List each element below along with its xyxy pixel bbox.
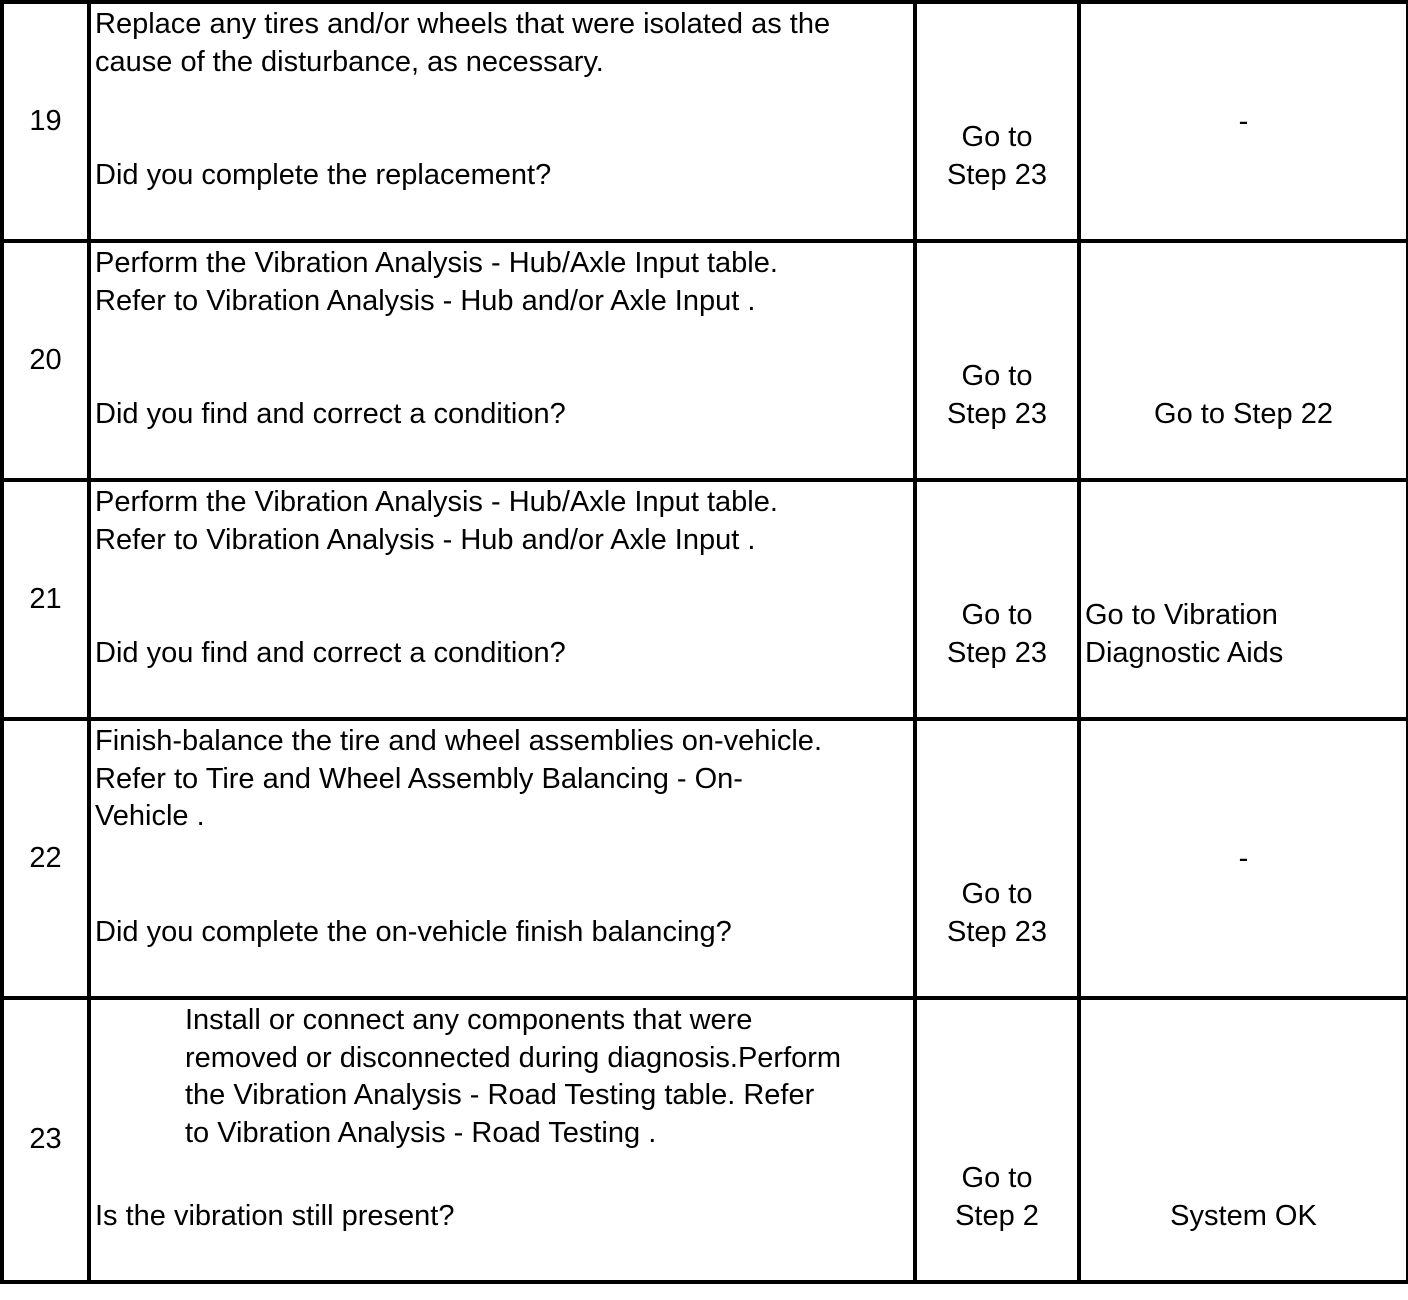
action-cell <box>89 2 915 241</box>
yes-line-1: Go to <box>961 360 1033 392</box>
no-cell <box>1079 719 1408 998</box>
yes-line-2: Step 23 <box>947 915 1047 948</box>
no-result: - <box>1238 841 1249 874</box>
action-line-2: Refer to Vibration Analysis - Hub and/or Axle Input . <box>95 523 756 556</box>
yes-line-2: Step 23 <box>947 397 1047 430</box>
yes-line-2: Step 23 <box>947 158 1047 191</box>
yes-result <box>917 119 1077 194</box>
step-number-text: 22 <box>29 841 62 874</box>
no-cell <box>1079 480 1408 719</box>
yes-cell <box>915 998 1079 1282</box>
action-text <box>95 723 907 836</box>
no-cell <box>1079 241 1408 480</box>
step-number-text: 21 <box>29 582 62 615</box>
action-line-3: the Vibration Analysis - Road Testing table. Refer <box>185 1079 815 1111</box>
question-text: Did you find and correct a condition? <box>95 397 566 430</box>
action-line-1: Perform the Vibration Analysis - Hub/Axle Input table. <box>95 486 778 518</box>
yes-line-2: Step 2 <box>955 1199 1039 1232</box>
yes-cell <box>915 241 1079 480</box>
step-number <box>2 998 89 1282</box>
action-line-2: removed or disconnected during diagnosis.Perform <box>185 1041 842 1074</box>
yes-result <box>917 597 1077 672</box>
yes-result <box>917 1160 1077 1235</box>
yes-line-2: Step 23 <box>947 636 1047 669</box>
no-result <box>1085 597 1406 672</box>
action-text <box>95 484 907 559</box>
yes-line-1: Go to <box>961 599 1033 631</box>
step-number <box>2 241 89 480</box>
step-number-text: 23 <box>29 1123 62 1156</box>
step-number-text: 19 <box>29 104 62 137</box>
action-text <box>95 245 907 320</box>
step-number <box>2 480 89 719</box>
no-line-2: Diagnostic Aids <box>1085 636 1284 669</box>
yes-line-1: Go to <box>961 1162 1033 1194</box>
action-line-2: Refer to Tire and Wheel Assembly Balancing - On- <box>95 762 743 795</box>
no-cell <box>1079 998 1408 1282</box>
table-row <box>2 998 1408 1282</box>
action-cell <box>89 241 915 480</box>
no-cell <box>1079 2 1408 241</box>
no-result: System OK <box>1170 1199 1317 1232</box>
action-line-1: Install or connect any components that were <box>185 1004 753 1036</box>
no-result: Go to Step 22 <box>1154 397 1333 430</box>
yes-cell <box>915 719 1079 998</box>
step-number <box>2 2 89 241</box>
no-result: - <box>1238 104 1249 137</box>
step-number-text: 20 <box>29 343 62 376</box>
table-row <box>2 241 1408 480</box>
action-cell <box>89 480 915 719</box>
action-text: Replace any tires and/or wheels that were isolated as the cause of the disturbance, as necessary. <box>95 8 831 78</box>
action-text <box>185 1002 907 1152</box>
question-text: Did you complete the on-vehicle finish balancing? <box>95 915 732 948</box>
step-number <box>2 719 89 998</box>
action-line-3: Vehicle . <box>95 800 205 832</box>
yes-cell <box>915 480 1079 719</box>
table-row <box>2 2 1408 241</box>
action-line-1: Finish-balance the tire and wheel assemblies on-vehicle. <box>95 725 822 757</box>
question-text: Is the vibration still present? <box>95 1199 455 1232</box>
action-cell <box>89 998 915 1282</box>
action-line-4: to Vibration Analysis - Road Testing . <box>185 1116 657 1149</box>
yes-line-1: Go to <box>961 121 1033 153</box>
yes-line-1: Go to <box>961 878 1033 910</box>
yes-result <box>917 358 1077 433</box>
question-text: Did you find and correct a condition? <box>95 636 566 669</box>
no-line-1: Go to Vibration <box>1085 599 1278 631</box>
yes-cell <box>915 2 1079 241</box>
question-text: Did you complete the replacement? <box>95 158 552 191</box>
action-line-2: Refer to Vibration Analysis - Hub and/or Axle Input . <box>95 284 756 317</box>
table-row <box>2 719 1408 998</box>
table-row <box>2 480 1408 719</box>
action-cell <box>89 719 915 998</box>
yes-result <box>917 876 1077 951</box>
action-line-1: Perform the Vibration Analysis - Hub/Axle Input table. <box>95 247 778 279</box>
